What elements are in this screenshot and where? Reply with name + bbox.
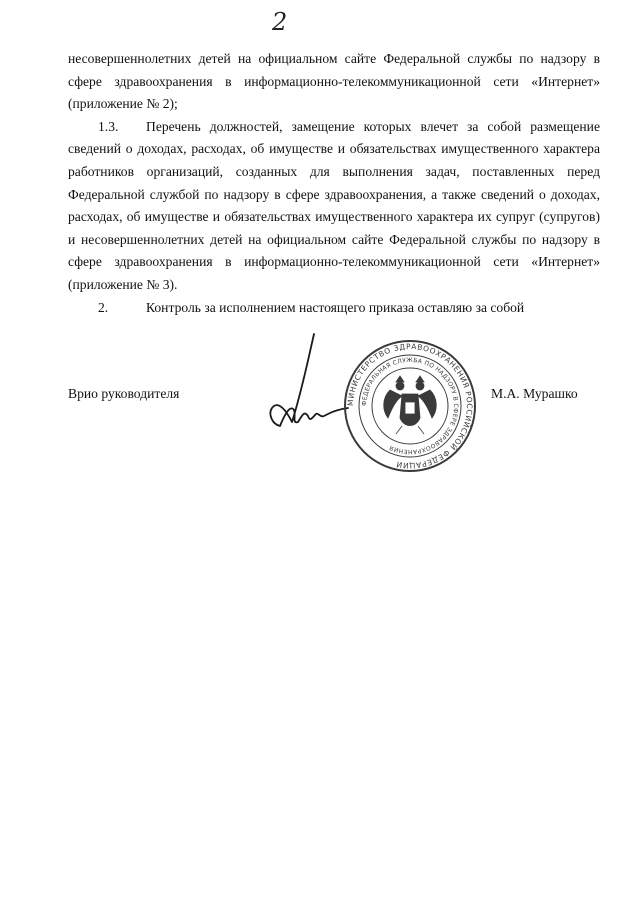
- svg-text:ФЕДЕРАЛЬНАЯ СЛУЖБА ПО НАДЗОРУ: ФЕДЕРАЛЬНАЯ СЛУЖБА ПО НАДЗОРУ В СФЕРЕ ЗДРАВООХРАНЕНИЯ: [360, 356, 460, 456]
- svg-text:МИНИСТЕРСТВО ЗДРАВООХРАНЕНИЯ Р: МИНИСТЕРСТВО ЗДРАВООХРАНЕНИЯ РОССИЙСКОЙ ФЕДЕРАЦИИ: [345, 341, 475, 471]
- signatory-position: Врио руководителя: [68, 386, 180, 401]
- page-number: 2: [272, 8, 288, 36]
- signatory-name: М.А. Мурашко: [491, 386, 578, 401]
- document-body: [68, 48, 600, 319]
- paragraph-text: Контроль за исполнением настоящего приказа оставляю за собой: [146, 299, 525, 315]
- paragraph-continuation: несовершеннолетних детей на официальном сайте Федеральной службы по надзору в сфере здравоохранения в информационно-телекоммуникационной сети «Интернет» (приложение № 2);: [68, 51, 600, 112]
- paragraph-text: Перечень должностей, замещение которых влечет за собой размещение сведений о доходах, расходах, об имуществе и обязательствах имущественного характера работников организаций, созданных для выполнения задач, поставленных перед Федеральной службой по надзору в сфере здравоохранения, а также сведений о доходах, расходах, об имуществе и обязательствах имущественного характера их супруг (супругов) и несовершеннолетних детей на официальном сайте Федеральной службы по надзору в сфере здравоохранения в информационно-телекоммуникационной сети «Интернет» (приложение № 3).: [68, 118, 600, 292]
- paragraph-number: 1.3.: [98, 118, 119, 134]
- official-seal-icon: [342, 338, 478, 474]
- paragraph-2: [68, 297, 600, 320]
- handwritten-signature-icon: [262, 330, 352, 440]
- paragraph-number: 2.: [98, 299, 109, 315]
- paragraph-1-3: [68, 116, 600, 297]
- double-headed-eagle-icon: [384, 376, 437, 434]
